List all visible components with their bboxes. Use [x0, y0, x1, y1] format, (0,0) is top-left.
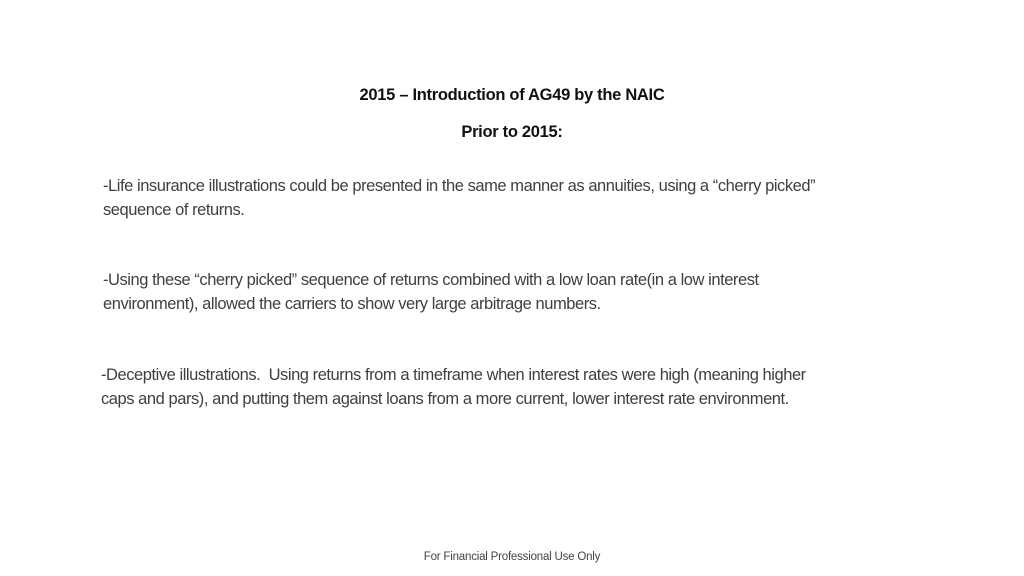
paragraph-line: sequence of returns. [103, 200, 245, 219]
bullet-paragraph [103, 269, 943, 316]
slide-subtitle: Prior to 2015: [461, 123, 563, 141]
paragraph-line: -Using these “cherry picked” sequence of returns combined with a low loan rate(in a low interest [103, 271, 759, 289]
bullet-paragraph [101, 364, 941, 411]
footer-disclaimer: For Financial Professional Use Only [423, 551, 601, 563]
paragraph-line: caps and pars), and putting them against loans from a more current, lower interest rate environment. [101, 389, 789, 408]
paragraph-line: environment), allowed the carriers to show very large arbitrage numbers. [103, 294, 601, 313]
paragraph-line: -Life insurance illustrations could be presented in the same manner as annuities, using a “cherry picked” [103, 177, 816, 195]
slide-title: 2015 – Introduction of AG49 by the NAIC [359, 86, 665, 104]
bullet-paragraph [103, 175, 943, 222]
paragraph-line: -Deceptive illustrations. Using returns from a timeframe when interest rates were high (meaning higher [101, 366, 806, 384]
